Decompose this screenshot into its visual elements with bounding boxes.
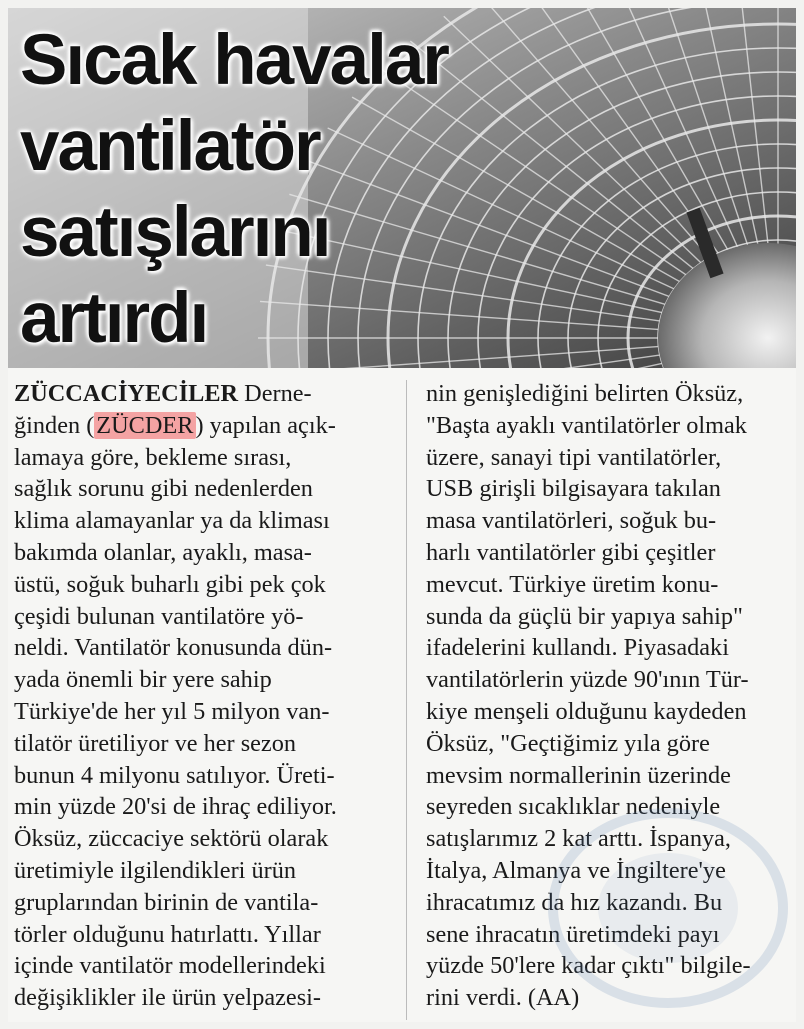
article-text: rini verdi. (AA) — [426, 984, 580, 1012]
article-text: üstü, soğuk buharlı gibi pek çok — [14, 570, 326, 598]
article-line — [426, 728, 804, 760]
headline-line-1: Sıcak havalar — [20, 21, 448, 100]
article-text: masa vantilatörleri, soğuk bu- — [426, 507, 717, 535]
article-line — [426, 378, 804, 410]
article-line — [426, 537, 804, 569]
article-text: törler olduğunu hatırlattı. Yıllar — [14, 920, 321, 948]
article-text: üretimiyle ilgilendikleri ürün — [14, 856, 297, 884]
article-line — [14, 982, 394, 1014]
article-line — [14, 569, 394, 601]
article-line — [14, 505, 394, 537]
article-text: gruplarından birinin de vantila- — [14, 888, 319, 916]
article-line — [14, 950, 394, 982]
news-clipping — [8, 8, 796, 1022]
article-text: Türkiye'de her yıl 5 milyon van- — [14, 697, 330, 725]
article-text: sene ihracatın üretimdeki payı — [426, 920, 720, 948]
article-line — [426, 760, 804, 792]
headline-line-2: vantilatör — [20, 107, 320, 186]
article-text: sağlık sorunu gibi nedenlerden — [14, 475, 313, 503]
article-text: üzere, sanayi tipi vantilatörler, — [426, 443, 722, 471]
article-line — [14, 378, 394, 410]
headline — [20, 18, 540, 362]
headline-line-3: satışlarını — [20, 193, 330, 272]
article-line — [426, 569, 804, 601]
article-line — [426, 442, 804, 474]
article-text: ihracatımız da hız kazandı. Bu — [426, 888, 723, 916]
article-text: neldi. Vantilatör konusunda dün- — [14, 634, 333, 662]
lead-in-word: ZÜCCACİYECİLER — [14, 380, 239, 407]
article-line — [426, 696, 804, 728]
article-line — [426, 601, 804, 633]
article-line — [426, 664, 804, 696]
article-line — [426, 632, 804, 664]
article-text: ifadelerini kullandı. Piyasadaki — [426, 634, 729, 662]
article-line — [14, 696, 394, 728]
article-line — [14, 601, 394, 633]
article-line — [14, 728, 394, 760]
article-text: çeşidi bulunan vantilatöre yö- — [14, 602, 304, 630]
article-text: içinde vantilatör modellerindeki — [14, 952, 326, 980]
article-text: bakımda olanlar, ayaklı, masa- — [14, 538, 312, 566]
article-line — [14, 664, 394, 696]
highlighted-term: ZÜCDER — [96, 411, 194, 439]
article-text: değişiklikler ile ürün yelpazesi- — [14, 984, 321, 1012]
article-text: klima alamayanlar ya da kliması — [14, 507, 330, 535]
article-text: ) yapılan açık- — [195, 411, 336, 439]
article-text: Öksüz, "Geçtiğimiz yıla göre — [426, 729, 710, 757]
article-text: mevcut. Türkiye üretim konu- — [426, 570, 719, 598]
article-line — [14, 537, 394, 569]
article-line — [14, 887, 394, 919]
article-text: sunda da güçlü bir yapıya sahip" — [426, 602, 743, 630]
article-line — [14, 791, 394, 823]
article-text: Öksüz, züccaciye sektörü olarak — [14, 825, 329, 853]
article-text: "Başta ayaklı vantilatörler olmak — [426, 411, 747, 439]
article-line — [14, 760, 394, 792]
article-line — [426, 473, 804, 505]
article-line — [14, 632, 394, 664]
column-divider — [406, 380, 407, 1020]
article-text: Derne- — [238, 380, 312, 407]
article-line — [14, 473, 394, 505]
article-text: vantilatörlerin yüzde 90'ının Tür- — [426, 666, 749, 694]
article-text: nin genişlediğini belirten Öksüz, — [426, 380, 744, 407]
article-line — [14, 410, 394, 442]
article-text: seyreden sıcaklıklar nedeniyle — [426, 793, 721, 821]
article-line — [426, 410, 804, 442]
article-text: mevsim normallerinin üzerinde — [426, 761, 731, 789]
article-line — [14, 823, 394, 855]
article-line — [14, 855, 394, 887]
article-text: İtalya, Almanya ve İngiltere'ye — [426, 856, 726, 884]
article-line — [14, 442, 394, 474]
article-text: min yüzde 20'si de ihraç ediliyor. — [14, 793, 337, 821]
article-column-left — [14, 378, 394, 1014]
watermark-logo — [538, 798, 798, 1018]
article-text: kiye menşeli olduğunu kaydeden — [426, 697, 747, 725]
article-text: bunun 4 milyonu satılıyor. Üreti- — [14, 761, 335, 789]
article-line — [14, 919, 394, 951]
article-text: ğinden ( — [14, 411, 95, 439]
article-text: yada önemli bir yere sahip — [14, 666, 272, 694]
article-text: USB girişli bilgisayara takılan — [426, 475, 721, 503]
article-text: satışlarımız 2 kat arttı. İspanya, — [426, 825, 731, 853]
article-text: harlı vantilatörler gibi çeşitler — [426, 538, 716, 566]
article-line — [426, 505, 804, 537]
article-text: yüzde 50'lere kadar çıktı" bilgile- — [426, 952, 751, 980]
article-text: tilatör üretiliyor ve her sezon — [14, 729, 297, 757]
article-text: lamaya göre, bekleme sırası, — [14, 443, 292, 471]
headline-line-4: artırdı — [20, 279, 208, 358]
